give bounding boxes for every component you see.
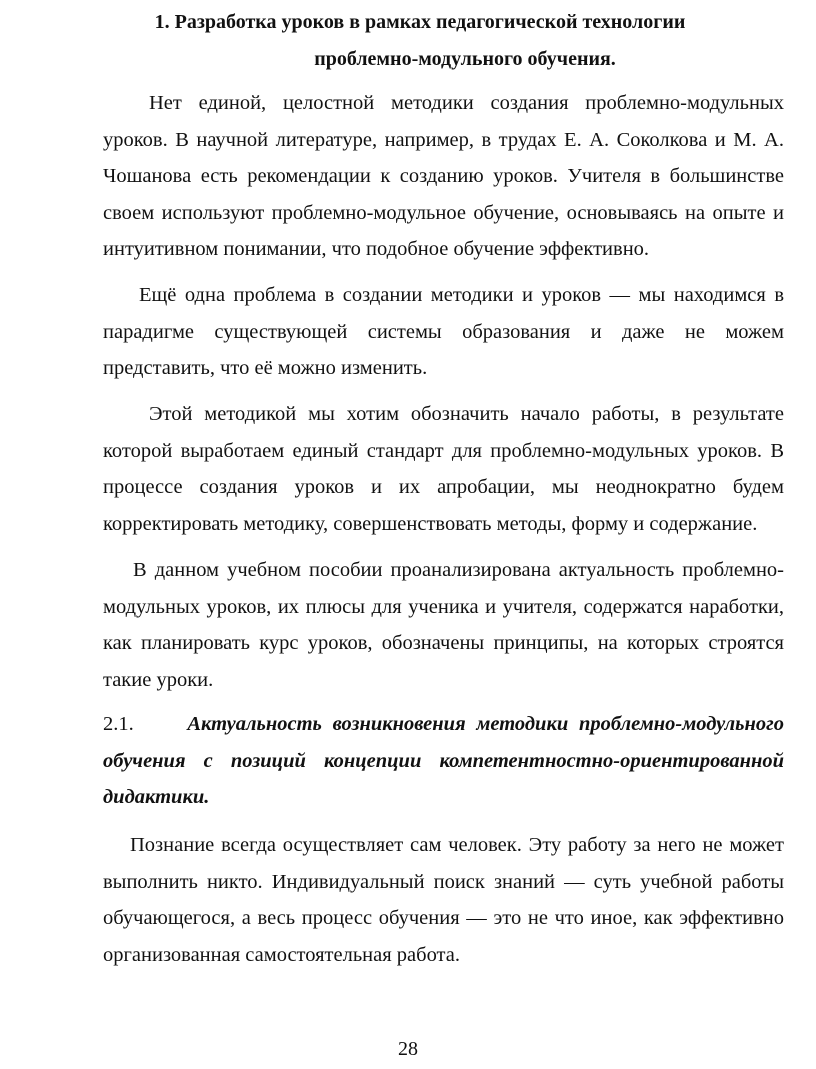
paragraph-1: Нет единой, целостной методики создания проблемно-модульных уроков. В научной литературе, например, в трудах Е. А. Соколкова и М. А. Чошанова есть рекомендации к созданию уроков. Учителя в большинстве своем используют проблемно-модульное обучение, основываясь на опыте и интуитивном понимании, что подобное обучение эффективно. (103, 92, 784, 260)
paragraph-2: Ещё одна проблема в создании методики и уроков — мы находимся в парадигме существующей системы образования и даже не можем представить, что её можно изменить. (103, 284, 784, 379)
paragraph-5: Познание всегда осуществляет сам человек. Эту работу за него не может выполнить никто. Индивидуальный поиск знаний — суть учебной работы обучающегося, а весь процесс обучения — это не что иное, как эффективно организованная самостоятельная работа. (103, 834, 784, 966)
subsection-title: Актуальность возникновения методики проблемно-модульного обучения с позиций концепции компетентностно-ориентированной дидактики. (103, 713, 785, 808)
paragraph-4: В данном учебном пособии проанализирована актуальность проблемно-модульных уроков, их плюсы для ученика и учителя, содержатся наработки, как планировать курс уроков, обозначены принципы, на которых строятся такие уроки. (103, 559, 784, 691)
section-heading (140, 4, 700, 78)
section-heading-line-1: 1. Разработка уроков в рамках педагогической технологии (154, 11, 686, 33)
paragraph-3: Этой методикой мы хотим обозначить начало работы, в результате которой выработаем единый стандарт для проблемно-модульных уроков. В процессе создания уроков и их апробации, мы неоднократно будем корректировать методику, совершенствовать методы, форму и содержание. (103, 403, 784, 535)
subsection-heading (103, 706, 784, 816)
section-heading-line-2: проблемно-модульного обучения. (314, 48, 616, 70)
subsection-number: 2.1. (103, 713, 134, 735)
page-number: 28 (398, 1038, 418, 1060)
